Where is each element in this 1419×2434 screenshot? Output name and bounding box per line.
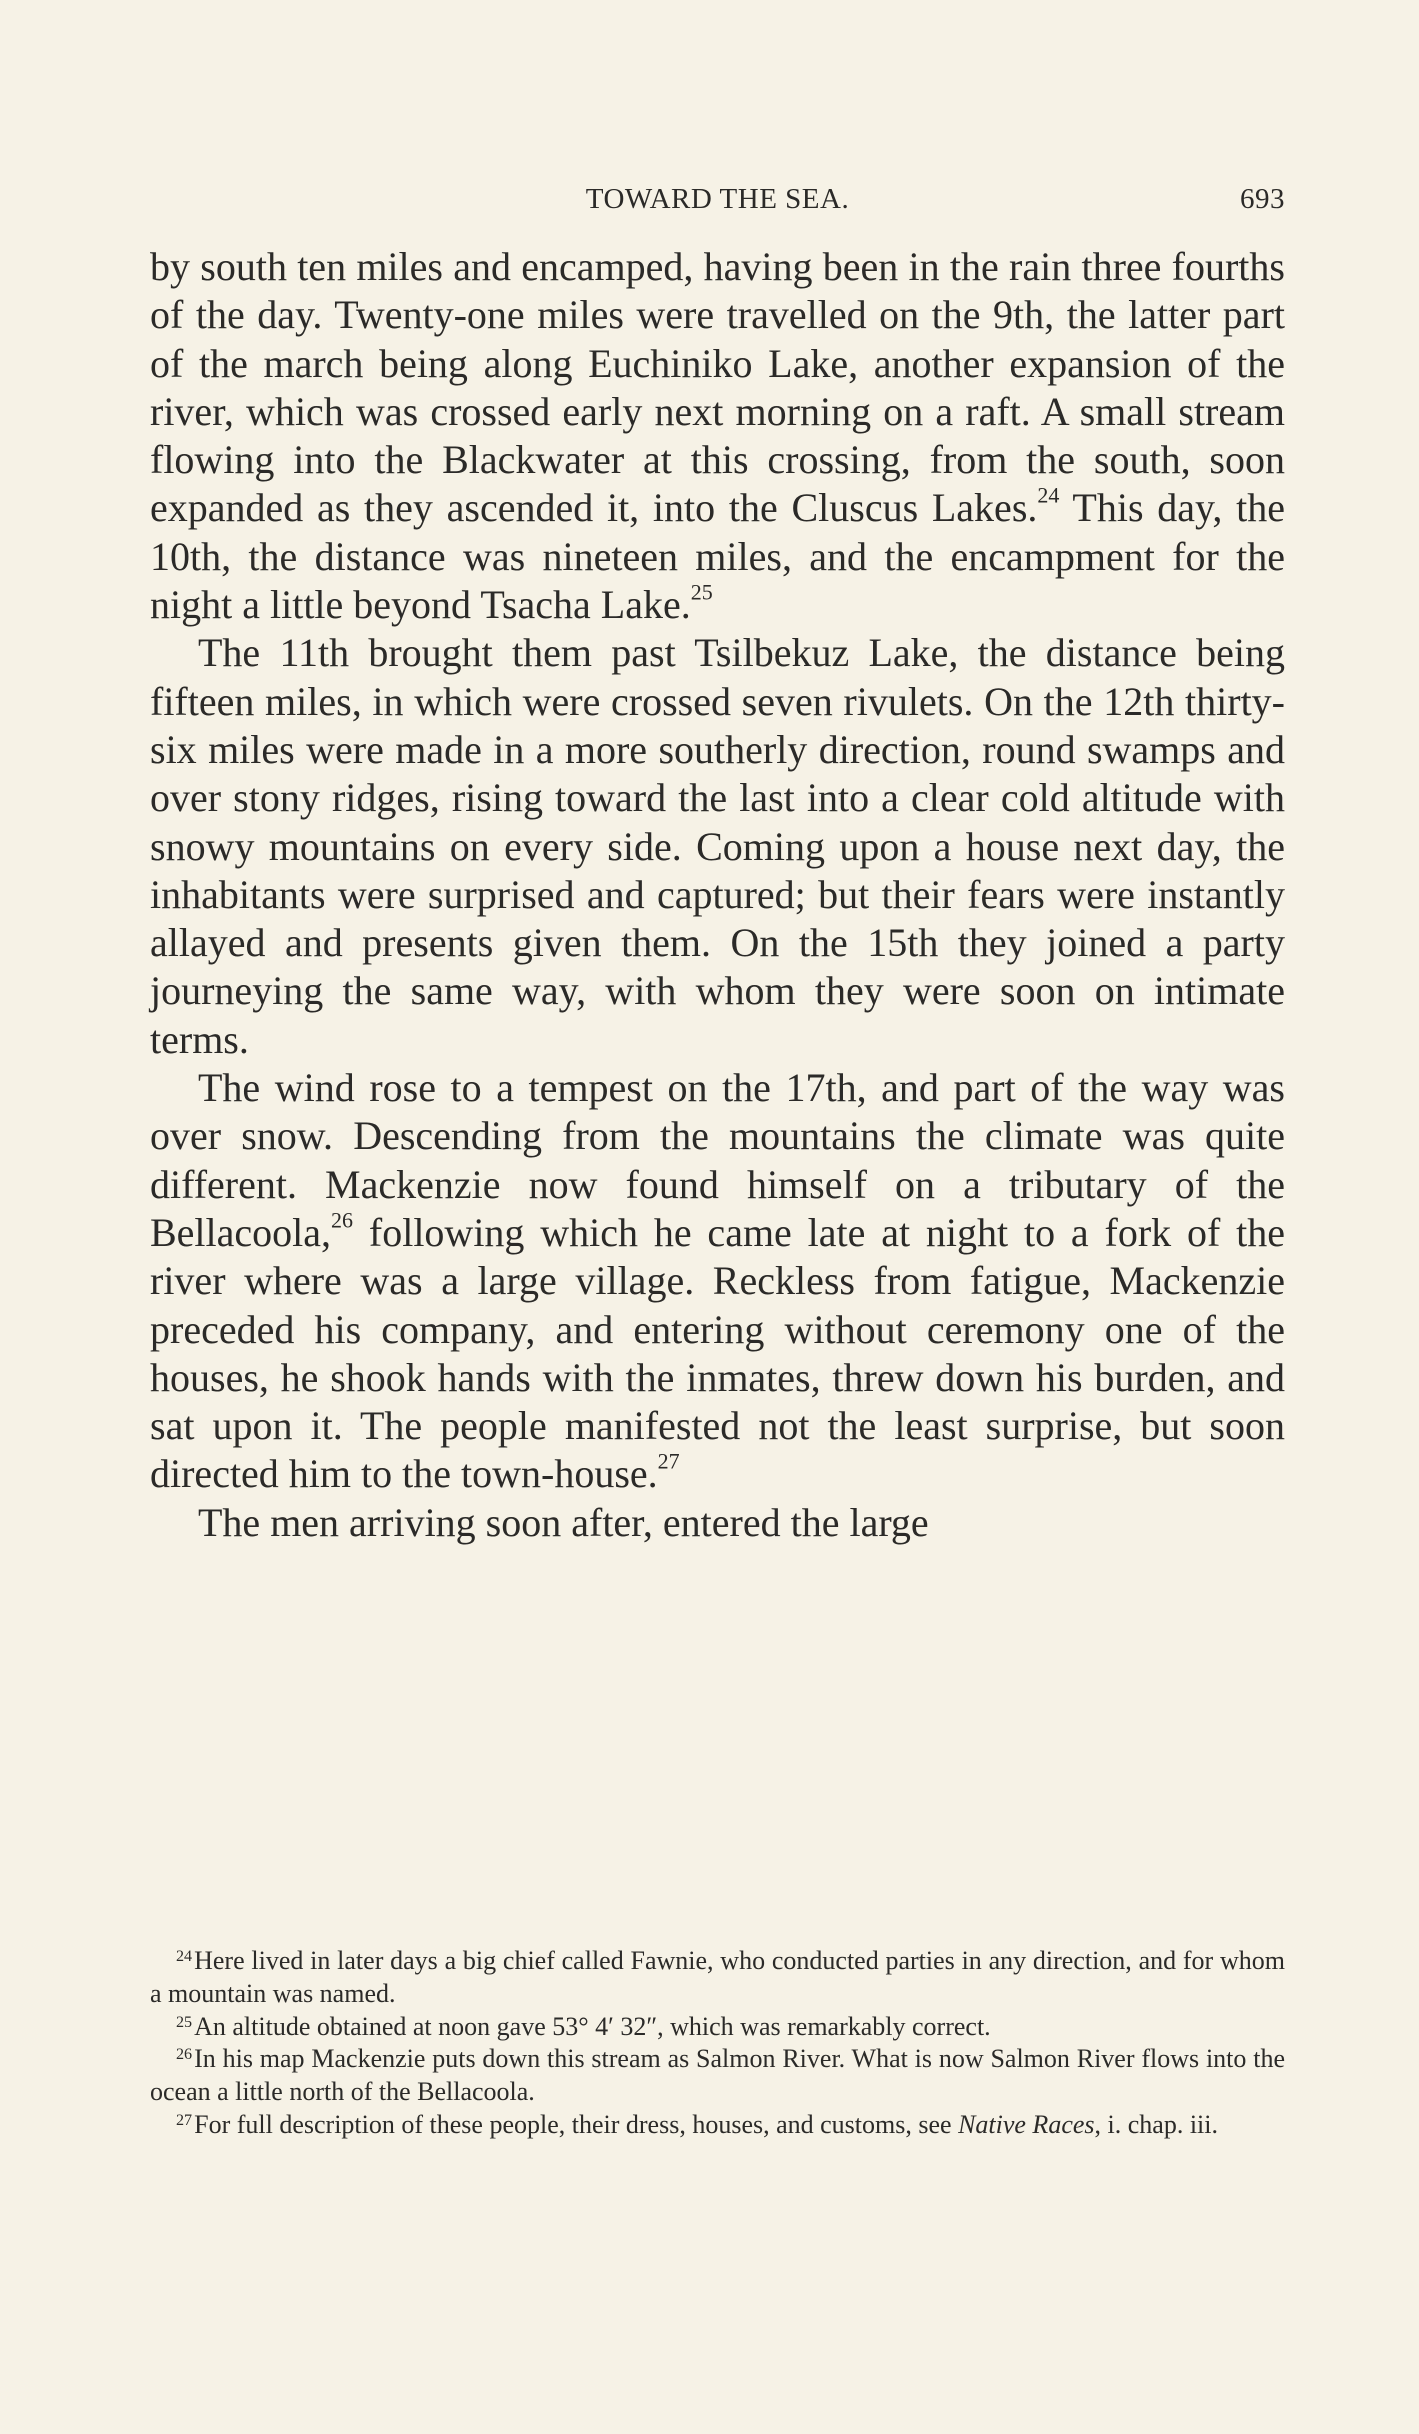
paragraph-3: [150, 1064, 1285, 1499]
footnote-ref-25: 25: [690, 579, 713, 605]
footnote-ref-24: 24: [1037, 482, 1060, 508]
paragraph-1: [150, 243, 1285, 629]
footnote-text-after: , i. chap. iii.: [1094, 2109, 1218, 2139]
paragraph-1-text-b: This day, the 10th, the distance was nineteen miles, and the encampment for the night a little beyond Tsacha Lake.: [150, 485, 1285, 628]
paragraph-3-text-b: following which he came late at night to a fork of the river where was a large village. Reckless from fatigue, Mackenzie preceded his company, and entering without ceremony one of the houses, he shook hands with the inmates, threw down his burden, and sat upon it. The people manifested not the least surprise, but soon directed him to the town-house.: [150, 1209, 1285, 1497]
footnote-mark: 26: [176, 2046, 193, 2064]
body-text: [150, 243, 1285, 1547]
page-header: [150, 183, 1285, 223]
footnote-mark: 24: [176, 1947, 193, 1965]
paragraph-3-text-a: The wind rose to a tempest on the 17th, and part of the way was over snow. Descending from the mountains the climate was quite different. Mackenzie now found himself on a tributary of the Bellacoola,: [150, 1065, 1285, 1255]
footnote-text: An altitude obtained at noon gave 53° 4′ 32″, which was remarkably correct.: [194, 2011, 991, 2041]
footnote-mark: 27: [176, 2111, 193, 2129]
page-number: 693: [1240, 183, 1285, 215]
footnote-text: Here lived in later days a big chief called Fawnie, who conducted parties in any direction, and for whom a mountain was named.: [150, 1946, 1285, 2008]
footnote-27: [150, 2109, 1285, 2142]
paragraph-2: The 11th brought them past Tsilbekuz Lake, the distance being fifteen miles, in which were crossed seven rivulets. On the 12th thirty-six miles were made in a more southerly direction, round swamps and over stony ridges, rising toward the last into a clear cold altitude with snowy mountains on every side. Coming upon a house next day, the inhabitants were surprised and captured; but their fears were instantly allayed and presents given them. On the 15th they joined a party journeying the same way, with whom they were soon on intimate terms.: [150, 630, 1285, 1062]
footnote-24: [150, 1945, 1285, 2011]
running-title: TOWARD THE SEA.: [585, 183, 850, 215]
paragraph-4: The men arriving soon after, entered the large: [198, 1499, 929, 1545]
footnote-ref-27: 27: [657, 1448, 680, 1474]
paragraph-1-text-a: by south ten miles and encamped, having been in the rain three fourths of the day. Twenty-one miles were travelled on the 9th, the latter part of the march being along Euchiniko Lake, another expansion of the river, which was crossed early next morning on a raft. A small stream flowing into the Blackwater at this crossing, from the south, soon expanded as they ascended it, into the Cluscus Lakes.: [150, 244, 1285, 531]
footnote-mark: 25: [176, 2013, 193, 2031]
footnote-ref-26: 26: [331, 1207, 354, 1233]
footnotes: [150, 1945, 1285, 2142]
footnote-25: [150, 2011, 1285, 2044]
footnote-text: In his map Mackenzie puts down this stream as Salmon River. What is now Salmon River flows into the ocean a little north of the Bellacoola.: [150, 2044, 1285, 2107]
footnote-italic-title: Native Races: [958, 2109, 1095, 2139]
footnote-text: For full description of these people, their dress, houses, and customs, see: [194, 2109, 959, 2139]
footnote-26: [150, 2043, 1285, 2109]
